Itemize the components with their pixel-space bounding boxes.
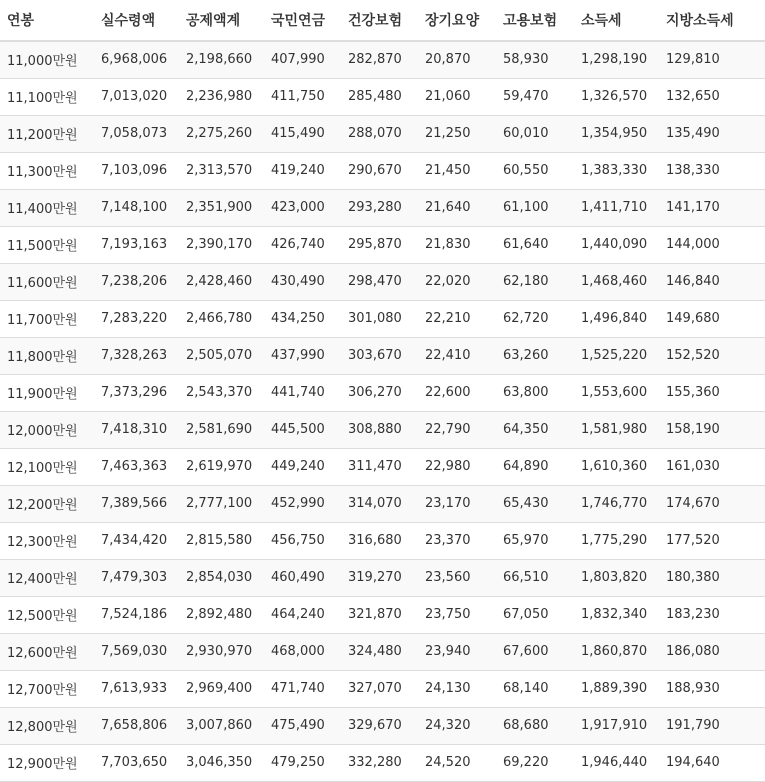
header-row [0,0,765,41]
cell-health-insurance: 311,470 [341,448,418,485]
cell-salary: 11,700만원 [0,300,94,337]
cell-health-insurance: 288,070 [341,115,418,152]
cell-income-tax: 1,496,840 [574,300,659,337]
cell-national-pension: 419,240 [264,152,341,189]
cell-income-tax: 1,440,090 [574,226,659,263]
cell-employment-insurance: 64,890 [496,448,574,485]
cell-income-tax: 1,411,710 [574,189,659,226]
cell-net-pay: 7,238,206 [94,263,179,300]
cell-salary: 11,600만원 [0,263,94,300]
cell-income-tax: 1,298,190 [574,41,659,78]
cell-income-tax: 1,860,870 [574,633,659,670]
cell-income-tax: 1,354,950 [574,115,659,152]
cell-total-deduction: 2,543,370 [179,374,264,411]
cell-total-deduction: 2,892,480 [179,596,264,633]
cell-employment-insurance: 65,430 [496,485,574,522]
table-row [0,78,765,115]
cell-employment-insurance: 63,260 [496,337,574,374]
cell-net-pay: 7,434,420 [94,522,179,559]
cell-national-pension: 437,990 [264,337,341,374]
cell-salary: 12,000만원 [0,411,94,448]
cell-health-insurance: 306,270 [341,374,418,411]
cell-health-insurance: 298,470 [341,263,418,300]
cell-employment-insurance: 69,220 [496,744,574,781]
cell-net-pay: 7,418,310 [94,411,179,448]
cell-income-tax: 1,553,600 [574,374,659,411]
cell-national-pension: 464,240 [264,596,341,633]
cell-health-insurance: 314,070 [341,485,418,522]
cell-net-pay: 7,569,030 [94,633,179,670]
cell-income-tax: 1,803,820 [574,559,659,596]
cell-total-deduction: 3,046,350 [179,744,264,781]
cell-national-pension: 471,740 [264,670,341,707]
cell-income-tax: 1,525,220 [574,337,659,374]
table-body [0,41,765,781]
cell-salary: 11,000만원 [0,41,94,78]
table-row [0,633,765,670]
cell-long-term-care: 21,060 [418,78,496,115]
cell-health-insurance: 332,280 [341,744,418,781]
column-header-national-pension: 국민연금 [264,0,341,41]
column-header-local-income-tax: 지방소득세 [659,0,765,41]
cell-local-income-tax: 144,000 [659,226,765,263]
cell-total-deduction: 2,198,660 [179,41,264,78]
column-header-salary: 연봉 [0,0,94,41]
cell-health-insurance: 295,870 [341,226,418,263]
cell-national-pension: 452,990 [264,485,341,522]
cell-net-pay: 7,283,220 [94,300,179,337]
table-row [0,189,765,226]
cell-national-pension: 479,250 [264,744,341,781]
cell-employment-insurance: 68,680 [496,707,574,744]
cell-local-income-tax: 161,030 [659,448,765,485]
cell-national-pension: 460,490 [264,559,341,596]
cell-local-income-tax: 158,190 [659,411,765,448]
column-header-net-pay: 실수령액 [94,0,179,41]
cell-long-term-care: 23,170 [418,485,496,522]
cell-income-tax: 1,581,980 [574,411,659,448]
cell-employment-insurance: 67,050 [496,596,574,633]
cell-salary: 12,900만원 [0,744,94,781]
table-row [0,485,765,522]
cell-total-deduction: 3,007,860 [179,707,264,744]
cell-employment-insurance: 60,010 [496,115,574,152]
table-row [0,411,765,448]
table-row [0,300,765,337]
cell-local-income-tax: 152,520 [659,337,765,374]
cell-total-deduction: 2,351,900 [179,189,264,226]
cell-income-tax: 1,946,440 [574,744,659,781]
cell-income-tax: 1,775,290 [574,522,659,559]
cell-salary: 11,100만원 [0,78,94,115]
cell-local-income-tax: 135,490 [659,115,765,152]
table-row [0,41,765,78]
cell-long-term-care: 23,750 [418,596,496,633]
cell-long-term-care: 21,250 [418,115,496,152]
cell-local-income-tax: 141,170 [659,189,765,226]
cell-salary: 12,300만원 [0,522,94,559]
cell-employment-insurance: 58,930 [496,41,574,78]
cell-total-deduction: 2,969,400 [179,670,264,707]
table-row [0,337,765,374]
cell-total-deduction: 2,619,970 [179,448,264,485]
cell-long-term-care: 22,600 [418,374,496,411]
cell-health-insurance: 327,070 [341,670,418,707]
cell-employment-insurance: 68,140 [496,670,574,707]
cell-health-insurance: 324,480 [341,633,418,670]
table-row [0,744,765,781]
cell-national-pension: 449,240 [264,448,341,485]
table-row [0,374,765,411]
cell-net-pay: 6,968,006 [94,41,179,78]
cell-employment-insurance: 62,720 [496,300,574,337]
cell-long-term-care: 24,130 [418,670,496,707]
cell-salary: 11,800만원 [0,337,94,374]
cell-health-insurance: 308,880 [341,411,418,448]
cell-salary: 12,500만원 [0,596,94,633]
cell-national-pension: 423,000 [264,189,341,226]
cell-long-term-care: 20,870 [418,41,496,78]
cell-local-income-tax: 183,230 [659,596,765,633]
cell-income-tax: 1,610,360 [574,448,659,485]
cell-national-pension: 468,000 [264,633,341,670]
cell-local-income-tax: 191,790 [659,707,765,744]
cell-local-income-tax: 194,640 [659,744,765,781]
cell-net-pay: 7,193,163 [94,226,179,263]
cell-health-insurance: 290,670 [341,152,418,189]
cell-employment-insurance: 61,640 [496,226,574,263]
cell-total-deduction: 2,854,030 [179,559,264,596]
cell-income-tax: 1,326,570 [574,78,659,115]
cell-long-term-care: 23,940 [418,633,496,670]
cell-salary: 11,300만원 [0,152,94,189]
cell-national-pension: 445,500 [264,411,341,448]
cell-net-pay: 7,373,296 [94,374,179,411]
cell-local-income-tax: 188,930 [659,670,765,707]
cell-net-pay: 7,524,186 [94,596,179,633]
cell-long-term-care: 22,410 [418,337,496,374]
cell-long-term-care: 22,210 [418,300,496,337]
cell-health-insurance: 316,680 [341,522,418,559]
cell-employment-insurance: 66,510 [496,559,574,596]
cell-health-insurance: 285,480 [341,78,418,115]
cell-national-pension: 456,750 [264,522,341,559]
cell-long-term-care: 21,450 [418,152,496,189]
table-row [0,263,765,300]
table-row [0,559,765,596]
column-header-income-tax: 소득세 [574,0,659,41]
cell-employment-insurance: 64,350 [496,411,574,448]
cell-long-term-care: 21,830 [418,226,496,263]
cell-national-pension: 441,740 [264,374,341,411]
cell-income-tax: 1,889,390 [574,670,659,707]
cell-national-pension: 407,990 [264,41,341,78]
table-row [0,115,765,152]
cell-net-pay: 7,148,100 [94,189,179,226]
cell-salary: 11,400만원 [0,189,94,226]
cell-salary: 11,900만원 [0,374,94,411]
cell-national-pension: 434,250 [264,300,341,337]
cell-local-income-tax: 186,080 [659,633,765,670]
cell-income-tax: 1,832,340 [574,596,659,633]
cell-long-term-care: 23,560 [418,559,496,596]
cell-employment-insurance: 67,600 [496,633,574,670]
cell-long-term-care: 24,520 [418,744,496,781]
column-header-total-deduction: 공제액계 [179,0,264,41]
cell-employment-insurance: 65,970 [496,522,574,559]
cell-health-insurance: 303,670 [341,337,418,374]
cell-total-deduction: 2,777,100 [179,485,264,522]
cell-long-term-care: 24,320 [418,707,496,744]
cell-long-term-care: 22,020 [418,263,496,300]
table-row [0,522,765,559]
column-header-employment-insurance: 고용보험 [496,0,574,41]
cell-national-pension: 475,490 [264,707,341,744]
cell-income-tax: 1,383,330 [574,152,659,189]
column-header-health-insurance: 건강보험 [341,0,418,41]
cell-net-pay: 7,328,263 [94,337,179,374]
table-header [0,0,765,41]
cell-local-income-tax: 138,330 [659,152,765,189]
cell-health-insurance: 301,080 [341,300,418,337]
cell-health-insurance: 321,870 [341,596,418,633]
cell-total-deduction: 2,275,260 [179,115,264,152]
cell-net-pay: 7,058,073 [94,115,179,152]
table-row [0,226,765,263]
cell-health-insurance: 319,270 [341,559,418,596]
cell-income-tax: 1,917,910 [574,707,659,744]
cell-health-insurance: 293,280 [341,189,418,226]
cell-national-pension: 430,490 [264,263,341,300]
table-row [0,596,765,633]
cell-local-income-tax: 180,380 [659,559,765,596]
cell-total-deduction: 2,428,460 [179,263,264,300]
table-row [0,707,765,744]
cell-national-pension: 411,750 [264,78,341,115]
cell-local-income-tax: 177,520 [659,522,765,559]
cell-health-insurance: 329,670 [341,707,418,744]
cell-salary: 12,400만원 [0,559,94,596]
cell-total-deduction: 2,815,580 [179,522,264,559]
cell-employment-insurance: 62,180 [496,263,574,300]
cell-local-income-tax: 174,670 [659,485,765,522]
cell-national-pension: 415,490 [264,115,341,152]
cell-salary: 12,700만원 [0,670,94,707]
cell-long-term-care: 22,790 [418,411,496,448]
cell-net-pay: 7,463,363 [94,448,179,485]
cell-employment-insurance: 59,470 [496,78,574,115]
cell-total-deduction: 2,581,690 [179,411,264,448]
cell-local-income-tax: 129,810 [659,41,765,78]
cell-total-deduction: 2,390,170 [179,226,264,263]
cell-long-term-care: 23,370 [418,522,496,559]
cell-salary: 12,600만원 [0,633,94,670]
cell-total-deduction: 2,313,570 [179,152,264,189]
cell-salary: 11,200만원 [0,115,94,152]
cell-net-pay: 7,613,933 [94,670,179,707]
cell-net-pay: 7,479,303 [94,559,179,596]
cell-salary: 12,200만원 [0,485,94,522]
cell-total-deduction: 2,930,970 [179,633,264,670]
cell-net-pay: 7,389,566 [94,485,179,522]
cell-net-pay: 7,013,020 [94,78,179,115]
cell-net-pay: 7,703,650 [94,744,179,781]
cell-long-term-care: 22,980 [418,448,496,485]
cell-local-income-tax: 146,840 [659,263,765,300]
table-row [0,670,765,707]
cell-total-deduction: 2,466,780 [179,300,264,337]
cell-local-income-tax: 149,680 [659,300,765,337]
cell-total-deduction: 2,505,070 [179,337,264,374]
cell-employment-insurance: 63,800 [496,374,574,411]
cell-salary: 12,100만원 [0,448,94,485]
cell-local-income-tax: 132,650 [659,78,765,115]
cell-income-tax: 1,468,460 [574,263,659,300]
cell-income-tax: 1,746,770 [574,485,659,522]
table-row [0,448,765,485]
cell-national-pension: 426,740 [264,226,341,263]
cell-net-pay: 7,658,806 [94,707,179,744]
cell-salary: 11,500만원 [0,226,94,263]
cell-total-deduction: 2,236,980 [179,78,264,115]
cell-salary: 12,800만원 [0,707,94,744]
cell-employment-insurance: 61,100 [496,189,574,226]
column-header-long-term-care: 장기요양 [418,0,496,41]
cell-long-term-care: 21,640 [418,189,496,226]
cell-health-insurance: 282,870 [341,41,418,78]
cell-local-income-tax: 155,360 [659,374,765,411]
table-row [0,152,765,189]
cell-employment-insurance: 60,550 [496,152,574,189]
cell-net-pay: 7,103,096 [94,152,179,189]
